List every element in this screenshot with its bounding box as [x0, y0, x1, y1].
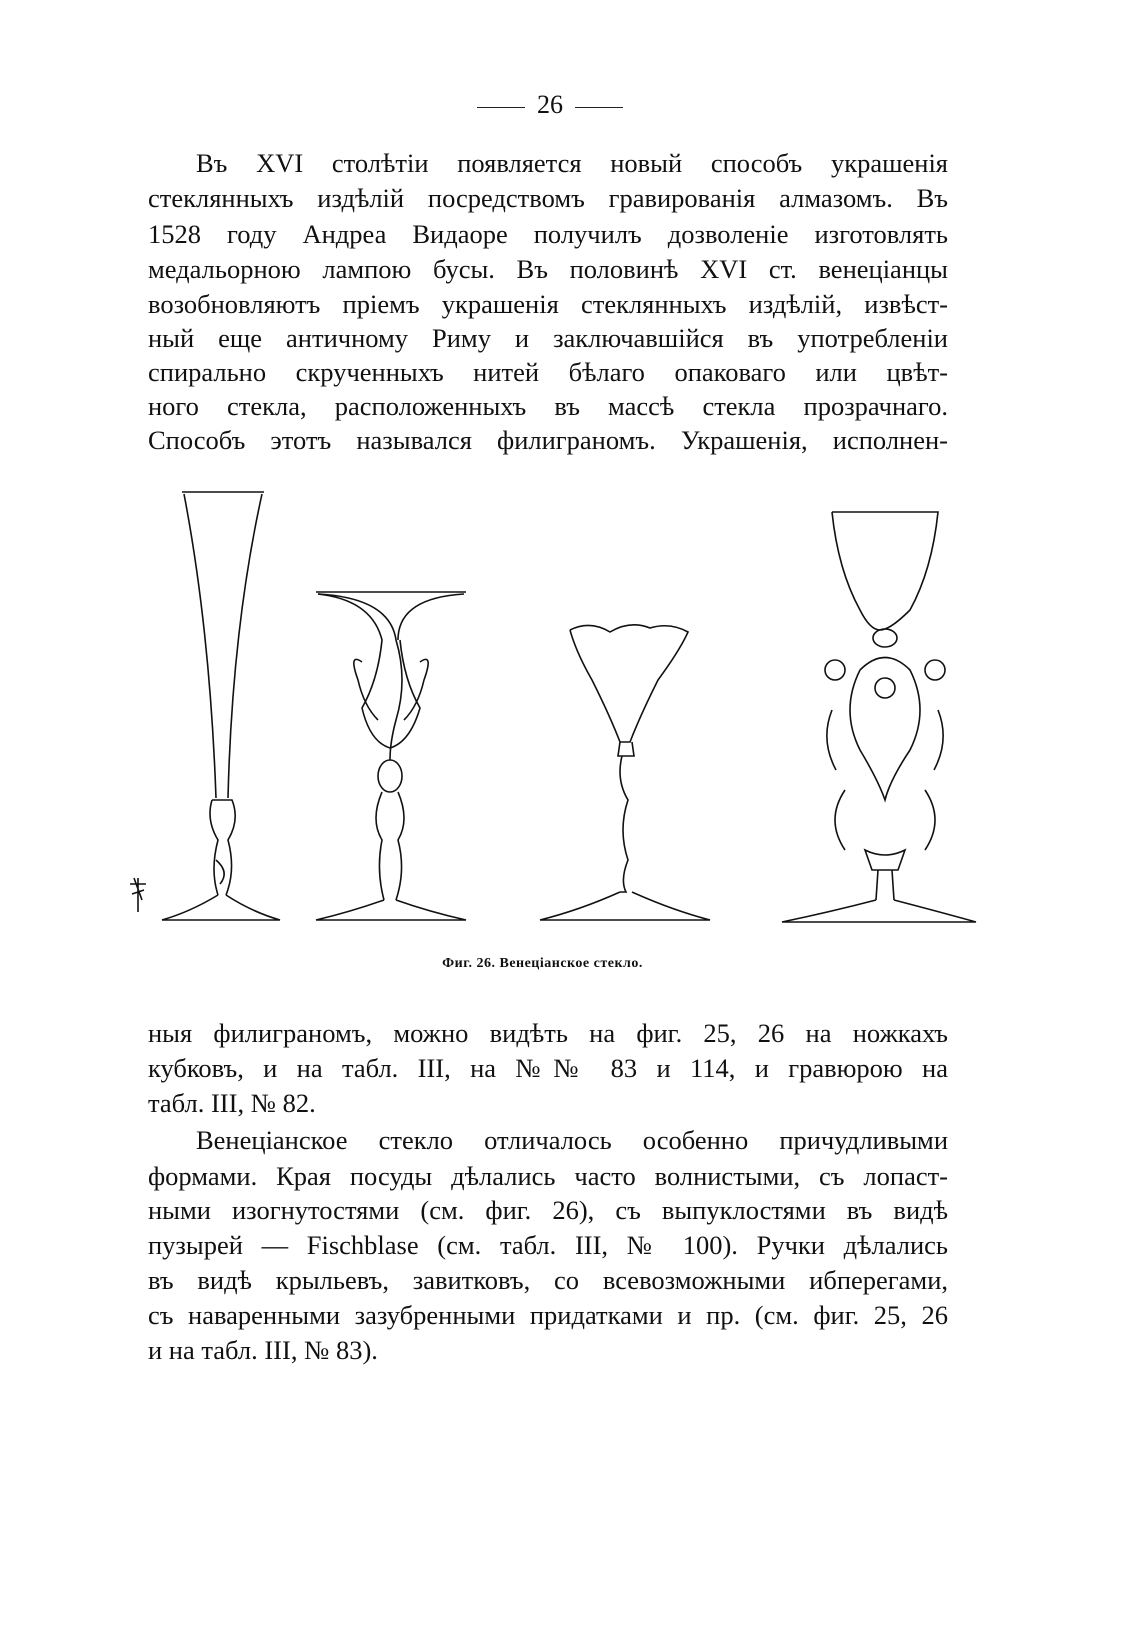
text-line: ными изогнутостями (см. фиг. 26), съ выпуклостями въ видѣ: [148, 1195, 948, 1225]
glass-winged-goblet: [316, 592, 466, 920]
text-line: Способъ этотъ назывался филиграномъ. Украшенія, исполнен-: [148, 425, 948, 455]
text-line: ныя филиграномъ, можно видѣть на фиг. 25, 26 на ножкахъ: [148, 1018, 948, 1048]
text-line: съ наваренными зазубренными придатками и пр. (см. фиг. 25, 26: [148, 1300, 948, 1330]
text-line: возобновляютъ пріемъ украшенія стеклянныхъ издѣлій, извѣст-: [148, 289, 948, 319]
text-line: ный еще античному Риму и заключавшійся въ употребленіи: [148, 323, 948, 353]
text-line: Венеціанское стекло отличалось особенно причудливыми: [196, 1125, 948, 1155]
text-line: спирально скрученныхъ нитей бѣлаго опаковаго или цвѣт-: [148, 357, 948, 387]
text-line: медальорною лампою бусы. Въ половинѣ XVI ст. венеціанцы: [148, 254, 948, 284]
glass-flute: [130, 492, 280, 920]
figure-caption: Фиг. 26. Венеціанское стекло.: [442, 956, 643, 971]
glass-ruffled-cup: [540, 625, 710, 920]
page-number-text: 26: [537, 90, 563, 119]
glass-ornate-goblet: [782, 512, 976, 922]
text-line: кубковъ, и на табл. III, на №№ 83 и 114, и гравюрою на: [148, 1053, 948, 1083]
text-line: пузырей — Fischblase (см. табл. III, № 100). Ручки дѣлались: [148, 1230, 948, 1260]
text-line: формами. Края посуды дѣлались часто волнистыми, съ лопаст-: [148, 1161, 948, 1191]
text-line: ного стекла, расположенныхъ въ массѣ стекла прозрачнаго.: [148, 391, 948, 421]
page-number: [0, 90, 1100, 120]
text-line: Въ XVI столѣтіи появляется новый способъ украшенія: [196, 148, 948, 178]
text-line: и на табл. III, № 83).: [148, 1335, 378, 1365]
text-line: стеклянныхъ издѣлій посредствомъ гравированія алмазомъ. Въ: [148, 183, 948, 213]
text-line: въ видѣ крыльевъ, завитковъ, со всевозможными ибперегами,: [148, 1265, 948, 1295]
venetian-glass-illustration: [120, 480, 990, 930]
text-line: табл. III, № 82.: [148, 1088, 316, 1118]
text-line: 1528 году Андреа Видаоре получилъ дозволеніе изготовлять: [148, 219, 948, 249]
